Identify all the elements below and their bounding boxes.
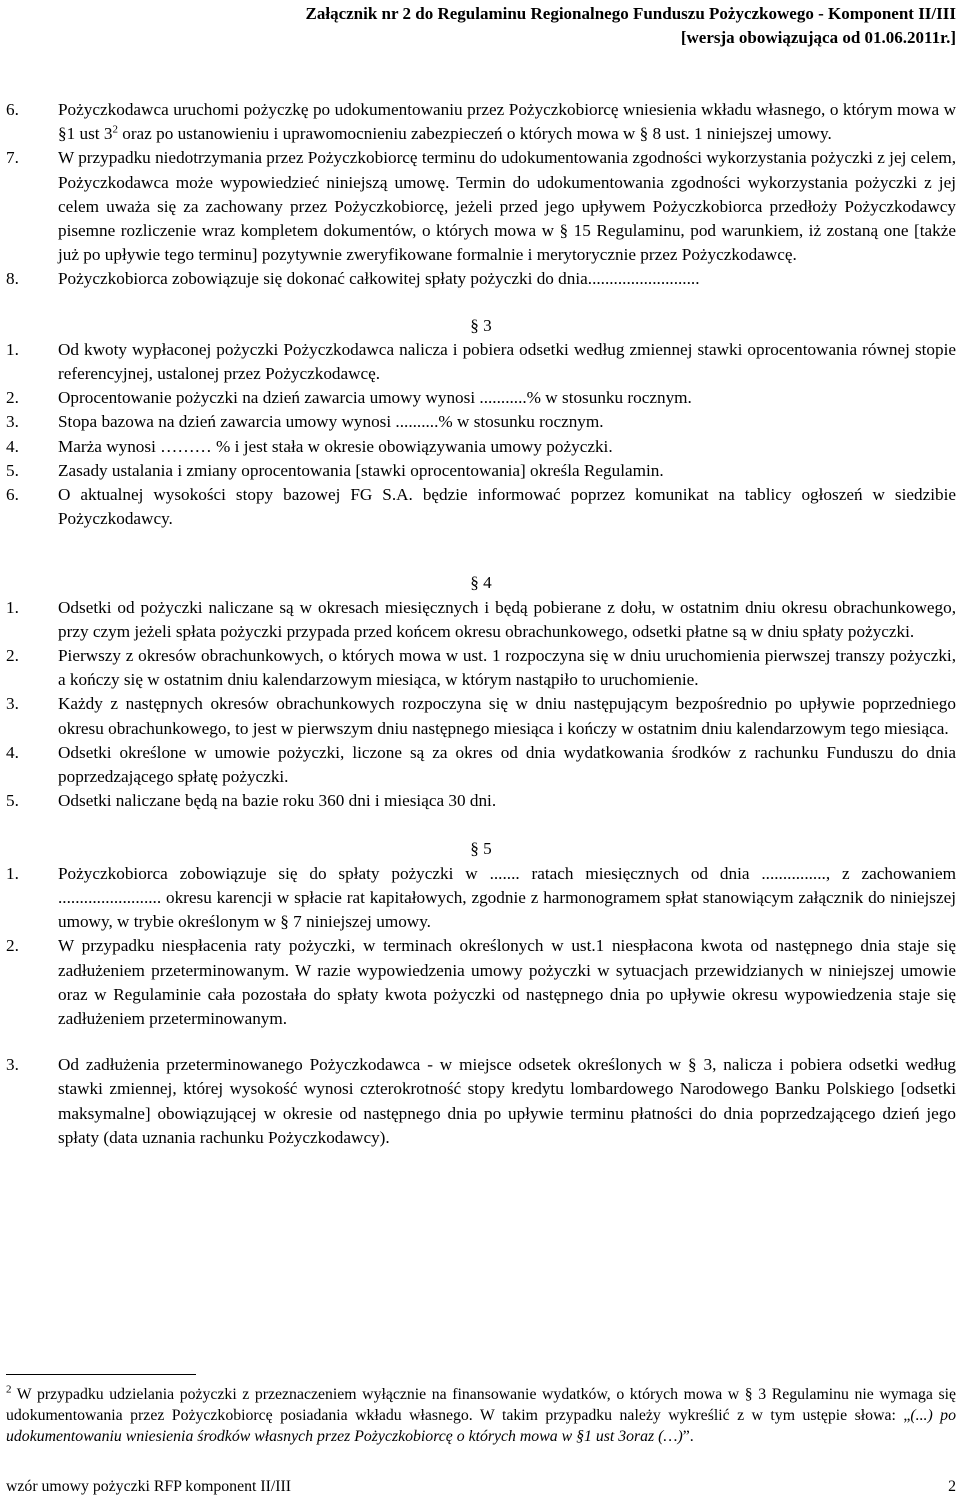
item-text-part: Pożyczkobiorca zobowiązuje się dokonać całkowitej spłaty pożyczki do dnia.......................... — [58, 269, 700, 289]
item-text-part: W przypadku niedotrzymania przez Pożyczkobiorcę terminu do udokumentowania zgodności wykorzystania pożyczki z jej celem, Pożyczkodawca może wypowiedzieć niniejszą umowę. Termin do udokumentowania zgodności wykorzystania pożyczki z jej celem uważa się za zachowany przez Pożyczkobiorcę, jeżeli przed jego upływem Pożyczkobiorca przedłoży Pożyczkodawcy pisemne rozliczenie wraz kompletem dokumentów, o których mowa w § 15 Regulaminu, pod warunkiem, iż zostaną one [także już po upływie tego terminu] pozytywnie zweryfikowane formalnie i merytorycznie przez Pożyczkodawcę. — [58, 148, 956, 265]
item-text: Stopa bazowa na dzień zawarcia umowy wynosi ..........% w stosunku rocznym. — [58, 412, 604, 432]
list-item — [6, 98, 956, 146]
item-number: 6. — [6, 485, 19, 505]
list-item — [6, 741, 956, 789]
item-number: 1. — [6, 863, 19, 883]
item-text: Pierwszy z okresów obrachunkowych, o których mowa w ust. 1 rozpoczyna się w dniu uruchomienia pierwszej transzy pożyczki, a kończy się w ostatnim dniu kalendarzowym miesiąca, w którym nastąpiło to uruchomienie. — [58, 646, 956, 690]
item-text: Od kwoty wypłaconej pożyczki Pożyczkodawca nalicza i pobiera odsetki według zmiennej stawki oprocentowania równej stopie referencyjnej, ustalonej przez Pożyczkodawcę. — [58, 339, 956, 384]
list-item — [6, 934, 956, 1031]
page-footer — [6, 1476, 956, 1497]
list-item — [6, 692, 956, 740]
footnote — [6, 1384, 956, 1447]
item-text: W przypadku niespłacenia raty pożyczki, w terminach określonych w ust.1 niespłacona kwota od następnego dnia staje się zadłużeniem przeterminowanym. W razie wypowiedzenia umowy pożyczki w sytuacjach przewidzianych w niniejszej umowie oraz w Regulaminie cała pozostała do spłaty kwota pożyczki od następnego dnia po upływie okresu wypowiedzenia staje się zadłużeniem przeterminowanym. — [58, 936, 956, 1028]
section-2-items — [6, 98, 956, 292]
page-number: 2 — [948, 1478, 956, 1495]
item-text-part: oraz po ustanowieniu i uprawomocnieniu zabezpieczeń o których mowa w § 8 ust. 1 niniejszej umowy. — [117, 124, 832, 144]
list-item — [6, 267, 956, 291]
header-title: Załącznik nr 2 do Regulaminu Regionalnego Funduszu Pożyczkowego - Komponent II/III — [305, 4, 956, 23]
footer-label: wzór umowy pożyczki RFP komponent II/III — [6, 1478, 292, 1495]
item-text: Każdy z następnych okresów obrachunkowych rozpoczyna się w dniu następującym bezpośrednio po upływie poprzedniego okresu obrachunkowego, to jest w pierwszym dniu następnego miesiąca i kończy w ostatnim dniu kalendarzowym tego miesiąca. — [58, 694, 956, 738]
footnote-text: W przypadku udzielania pożyczki z przeznaczeniem wyłącznie na finansowanie wydatków, o których mowa w § 3 Regulaminu nie wymaga się udokumentowania przez Pożyczkobiorcę posiadania wkładu własnego. W takim przypadku należy wykreślić z w tym ustępie słowa: „ — [6, 1386, 956, 1424]
item-number: 2. — [6, 388, 19, 408]
footnote-separator — [6, 1374, 196, 1375]
section-4-title: § 4 — [470, 573, 492, 593]
item-number: 3. — [6, 412, 19, 432]
list-item — [6, 1053, 956, 1150]
section-4-items — [6, 596, 956, 814]
item-text — [58, 146, 956, 267]
item-number: 2. — [6, 936, 19, 956]
item-text: Odsetki od pożyczki naliczane są w okresach miesięcznych i będą pobierane z dołu, w ostatnim dniu okresu obrachunkowego, przy czym jeżeli spłata pożyczki przypada przed końcem okresu obrachunkowego, odsetki płatne są w dniu spłaty pożyczki. — [58, 597, 956, 641]
item-number: 6. — [6, 100, 19, 119]
list-item — [6, 596, 956, 644]
item-number: 3. — [6, 1055, 19, 1075]
item-number: 5. — [6, 791, 19, 811]
section-3-title: § 3 — [470, 315, 492, 335]
item-number: 7. — [6, 148, 19, 168]
item-number: 2. — [6, 646, 19, 666]
item-number: 4. — [6, 436, 19, 456]
list-item — [6, 146, 956, 267]
item-text: Pożyczkobiorca zobowiązuje się do spłaty pożyczki w ....... ratach miesięcznych od dnia ..............., z zachowaniem ........................ okresu karencji w spłacie rat kapitałowych, zgodnie z harmonogramem spłat stanowiącym załącznik do niniejszej umowy, w trybie określonym w § 7 niniejszej umowy. — [58, 863, 956, 932]
list-item — [6, 459, 956, 483]
item-text: Oprocentowanie pożyczki na dzień zawarcia umowy wynosi ...........% w stosunku rocznym. — [58, 388, 692, 408]
document-body — [6, 98, 956, 1150]
item-text: Zasady ustalania i zmiany oprocentowania [stawki oprocentowania] określa Regulamin. — [58, 460, 664, 480]
list-item — [6, 644, 956, 692]
list-item — [6, 338, 956, 386]
footnote-reference: 2 — [112, 123, 118, 136]
section-3-items — [6, 338, 956, 532]
item-text: Odsetki naliczane będą na bazie roku 360 dni i miesiąca 30 dni. — [58, 791, 497, 811]
item-text: Od zadłużenia przeterminowanego Pożyczkodawca - w miejsce odsetek określonych w § 3, nalicza i pobiera odsetki według stawki zmiennej, której wysokość wynosi czterokrotność stopy kredytu lombardowego Narodowego Banku Polskiego [odsetki maksymalne] obowiązującej w okresie od następnego dnia po upływie terminu płatności do dnia poprzedzającego dzień jego spłaty (data uznania rachunku Pożyczkodawcy). — [58, 1055, 956, 1147]
footnote-end: ”. — [682, 1428, 694, 1445]
list-item — [6, 410, 956, 434]
footnote-quote: (...) po udokumentowaniu wniesienia środków własnych przez Pożyczkobiorcę o których mowa w §1 ust 3oraz (…) — [6, 1407, 956, 1445]
list-item — [6, 386, 956, 410]
section-5-title: § 5 — [470, 839, 492, 859]
header-version: [wersja obowiązująca od 01.06.2011r.] — [680, 28, 956, 47]
item-number: 4. — [6, 742, 19, 762]
list-item — [6, 789, 956, 813]
item-text: O aktualnej wysokości stopy bazowej FG S.A. będzie informować poprzez komunikat na tablicy ogłoszeń w siedzibie Pożyczkodawcy. — [58, 485, 956, 529]
item-text-part: Pożyczkodawca uruchomi pożyczkę po udokumentowaniu przez Pożyczkobiorcę wniesienia wkładu własnego, o którym mowa w §1 ust 3 — [58, 100, 956, 144]
item-number: 3. — [6, 694, 19, 714]
list-item — [6, 862, 956, 935]
item-text — [58, 98, 956, 146]
item-number: 1. — [6, 597, 19, 617]
section-5-items — [6, 862, 956, 1150]
item-text: Marża wynosi ……… % i jest stała w okresie obowiązywania umowy pożyczki. — [58, 436, 613, 456]
item-text — [58, 267, 956, 291]
item-number: 8. — [6, 269, 19, 289]
item-text: Odsetki określone w umowie pożyczki, liczone są za okres od dnia wydatkowania środków z rachunku Funduszu do dnia poprzedzającego spłatę pożyczki. — [58, 742, 956, 787]
list-item — [6, 435, 956, 459]
footnote-marker: 2 — [6, 1383, 12, 1396]
document-header — [306, 2, 956, 50]
list-item — [6, 483, 956, 531]
item-number: 5. — [6, 460, 19, 480]
item-number: 1. — [6, 339, 19, 359]
